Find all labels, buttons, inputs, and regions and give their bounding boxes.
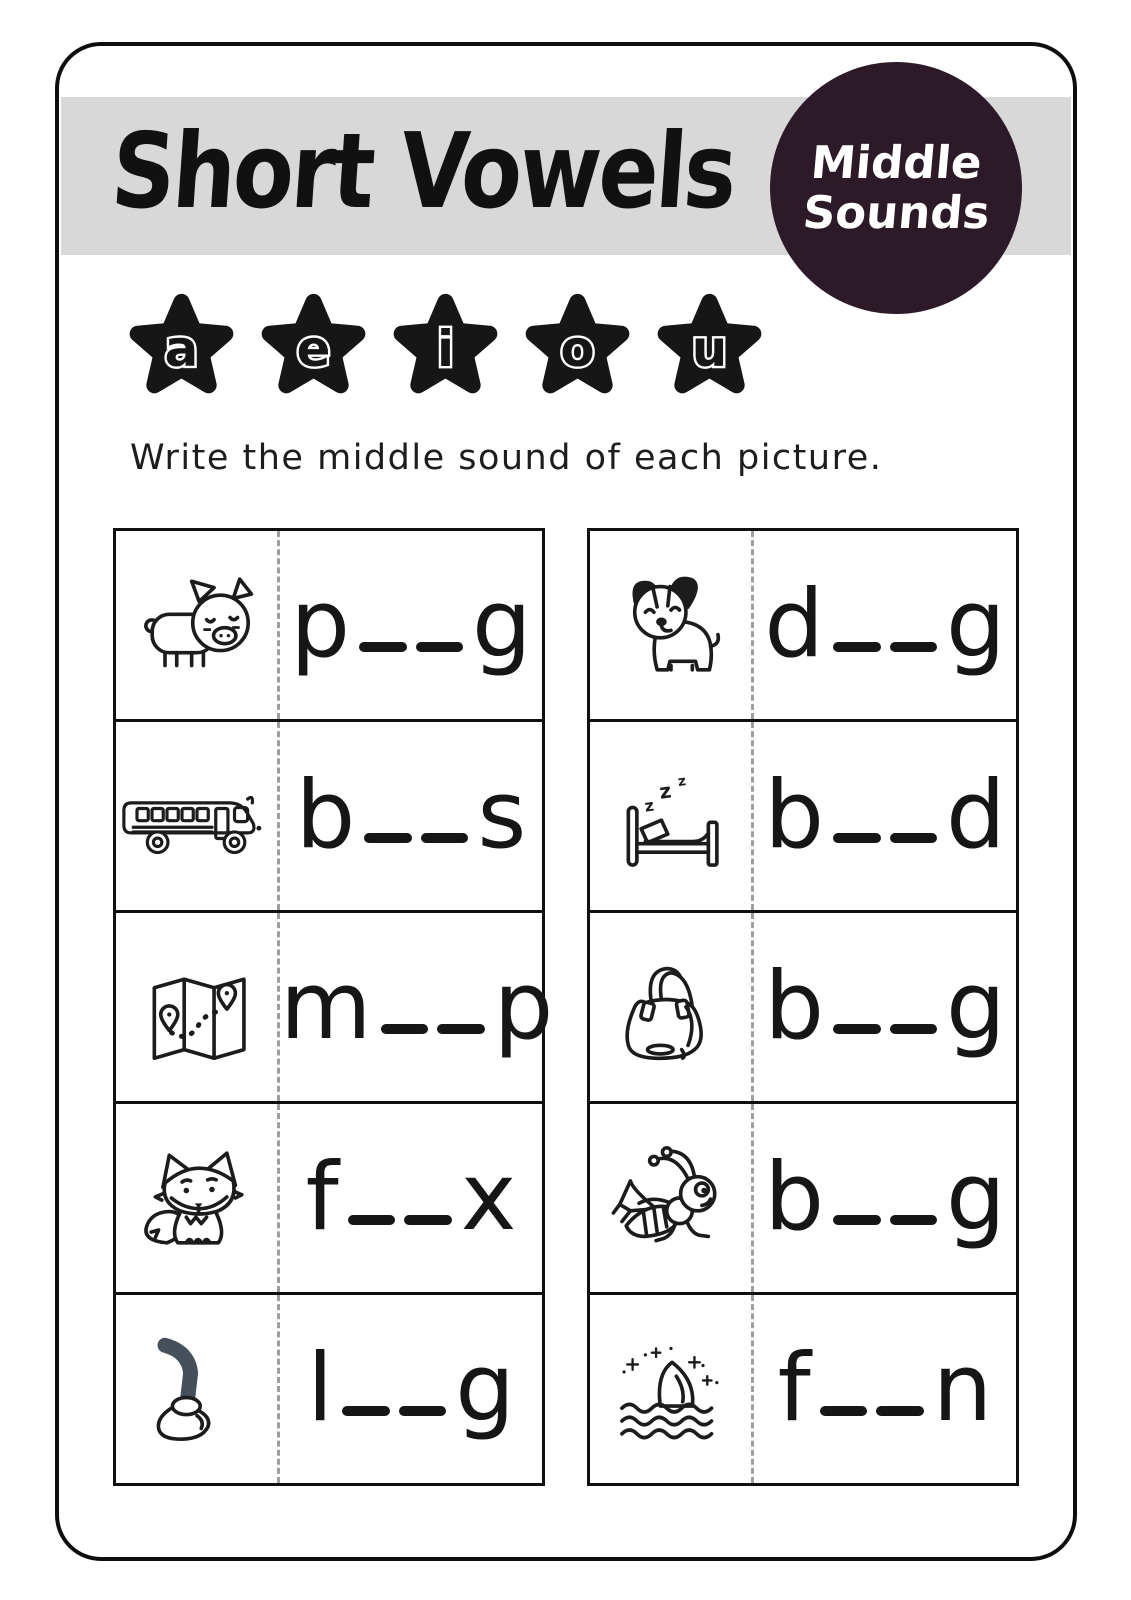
answer-blank-fin[interactable] — [820, 1406, 924, 1416]
prefix-letter: b — [295, 761, 356, 870]
badge-line2: Sounds — [800, 186, 992, 239]
star-icon — [520, 288, 635, 408]
word-pig — [280, 531, 542, 719]
suffix-letter: g — [946, 952, 1006, 1061]
svg-text:z: z — [642, 795, 655, 816]
svg-text:z: z — [676, 772, 687, 790]
exercise-cell-bus — [116, 722, 542, 913]
exercise-cell-fin — [590, 1295, 1016, 1483]
fin-picture — [590, 1295, 754, 1483]
word-bug — [754, 1104, 1016, 1292]
answer-blank-bed[interactable] — [833, 833, 937, 843]
answer-blank-map[interactable] — [381, 1024, 485, 1034]
page-title: Short Vowels — [107, 110, 739, 232]
prefix-letter: f — [305, 1143, 339, 1252]
fox-picture — [116, 1104, 280, 1292]
exercise-cell-bed — [590, 722, 1016, 913]
prefix-letter: b — [764, 1143, 824, 1252]
exercise-cell-fox — [116, 1104, 542, 1295]
bus-picture — [116, 722, 280, 910]
word-fin — [754, 1295, 1016, 1483]
svg-text:z: z — [657, 777, 673, 804]
exercise-cell-bag — [590, 913, 1016, 1104]
exercise-cell-dog — [590, 531, 1016, 722]
vowel-o: o — [560, 320, 595, 379]
star-icon — [124, 288, 239, 408]
vowel-a: a — [164, 320, 199, 379]
prefix-letter: p — [290, 570, 350, 679]
prefix-letter: f — [777, 1334, 811, 1443]
exercise-table-right — [587, 528, 1019, 1486]
suffix-letter: s — [477, 761, 527, 870]
word-dog — [754, 531, 1016, 719]
star-icon — [256, 288, 371, 408]
suffix-letter: g — [946, 1143, 1006, 1252]
pig-picture — [116, 531, 280, 719]
suffix-letter: n — [932, 1334, 993, 1443]
dog-picture — [590, 531, 754, 719]
exercise-cell-map — [116, 913, 554, 1104]
map-picture — [116, 913, 280, 1101]
prefix-letter: b — [764, 952, 824, 1061]
suffix-letter: g — [946, 570, 1006, 679]
prefix-letter: b — [764, 761, 824, 870]
prefix-letter: d — [764, 570, 824, 679]
bed-picture — [590, 722, 754, 910]
exercise-cell-leg — [116, 1295, 542, 1483]
badge-line1: Middle — [808, 135, 984, 189]
answer-blank-leg[interactable] — [342, 1406, 446, 1416]
answer-blank-fox[interactable] — [348, 1215, 452, 1225]
answer-blank-bus[interactable] — [364, 833, 468, 843]
vowel-e: e — [296, 320, 331, 379]
word-leg — [280, 1295, 542, 1483]
middle-sounds-badge — [770, 62, 1022, 314]
answer-blank-dog[interactable] — [833, 642, 937, 652]
suffix-letter: x — [460, 1143, 517, 1252]
bug-picture — [590, 1104, 754, 1292]
word-bus — [280, 722, 542, 910]
star-icon — [652, 288, 767, 408]
word-fox — [280, 1104, 542, 1292]
word-map — [280, 913, 553, 1101]
suffix-letter: g — [455, 1334, 515, 1443]
exercise-table-left — [113, 528, 554, 1486]
bag-picture — [590, 913, 754, 1101]
suffix-letter: p — [493, 952, 554, 1061]
vowel-u: u — [691, 320, 728, 379]
word-bag — [754, 913, 1016, 1101]
vowel-stars — [124, 288, 767, 408]
prefix-letter: l — [307, 1334, 334, 1443]
leg-picture — [116, 1295, 280, 1483]
answer-blank-bag[interactable] — [833, 1024, 937, 1034]
suffix-letter: g — [472, 570, 532, 679]
exercise-cell-pig — [116, 531, 542, 722]
prefix-letter: m — [280, 952, 372, 1061]
star-icon — [388, 288, 503, 408]
answer-blank-pig[interactable] — [359, 642, 463, 652]
exercise-cell-bug — [590, 1104, 1016, 1295]
word-bed — [754, 722, 1016, 910]
instruction-text: Write the middle sound of each picture. — [130, 438, 883, 478]
vowel-i: i — [436, 320, 455, 379]
answer-blank-bug[interactable] — [833, 1215, 937, 1225]
suffix-letter: d — [946, 761, 1006, 870]
